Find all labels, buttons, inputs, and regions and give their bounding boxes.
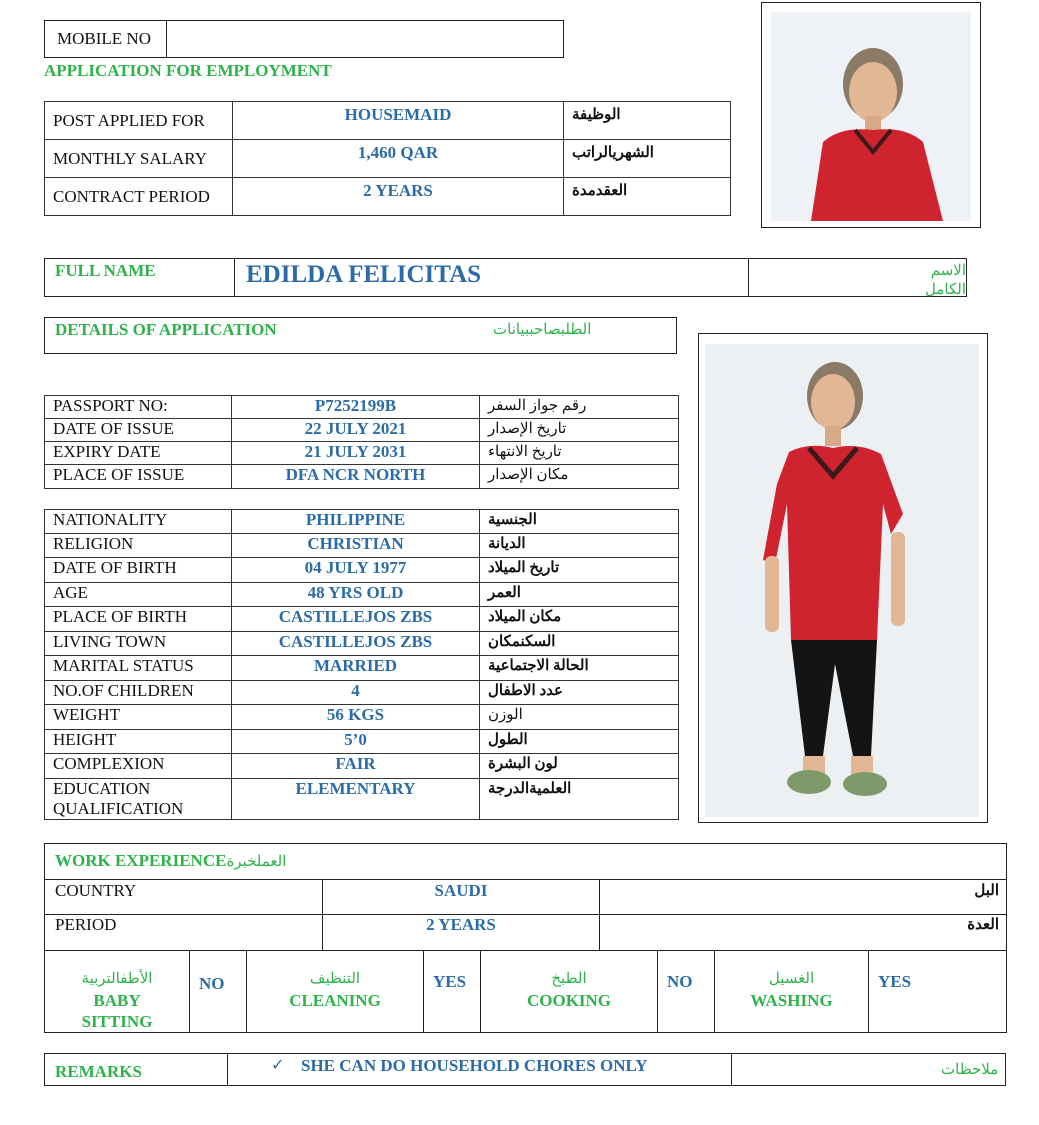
salary-arabic: الشهريالراتب bbox=[564, 140, 731, 178]
nationality-label: NATIONALITY bbox=[45, 510, 232, 534]
applicant-photo-small bbox=[771, 12, 971, 221]
table-row bbox=[45, 140, 731, 178]
post-arabic: الوظيفة bbox=[564, 102, 731, 140]
skill-baby-line1: BABY bbox=[93, 991, 141, 1010]
weight-value: 56 KGS bbox=[232, 705, 480, 730]
pob-value: CASTILLEJOS ZBS bbox=[232, 607, 480, 632]
details-box bbox=[44, 317, 677, 354]
country-label: COUNTRY bbox=[55, 881, 137, 900]
marital-arabic: الحالة الاجتماعية bbox=[480, 656, 679, 681]
table-row bbox=[45, 607, 679, 632]
details-arabic: الطلبصاحببيانات bbox=[493, 322, 592, 338]
remarks-box bbox=[44, 1053, 1006, 1086]
weight-label: WEIGHT bbox=[45, 705, 232, 730]
table-row bbox=[45, 534, 679, 558]
work-experience-box bbox=[44, 843, 1007, 951]
table-row bbox=[45, 510, 679, 534]
period-label: PERIOD bbox=[55, 915, 117, 934]
dob-label: DATE OF BIRTH bbox=[45, 558, 232, 583]
pob-arabic: مكان الميلاد bbox=[480, 607, 679, 632]
skill-baby-arabic: الأطفالتربية bbox=[81, 971, 153, 987]
passport-value: P7252199B bbox=[232, 396, 480, 419]
country-value: SAUDI bbox=[434, 881, 488, 900]
contract-value: 2 YEARS bbox=[233, 178, 564, 216]
skills-box bbox=[44, 950, 1007, 1033]
table-row bbox=[45, 558, 679, 583]
pob-label: PLACE OF BIRTH bbox=[45, 607, 232, 632]
skill-cleaning bbox=[247, 969, 423, 1011]
table-row bbox=[45, 779, 679, 820]
skill-baby-sitting bbox=[45, 969, 189, 1032]
skill-washing-arabic: الغسيل bbox=[768, 971, 815, 987]
religion-value: CHRISTIAN bbox=[232, 534, 480, 558]
full-name-value: EDILDA FELICITAS bbox=[246, 261, 482, 288]
children-label: NO.OF CHILDREN bbox=[45, 681, 232, 705]
complexion-arabic: لون البشرة bbox=[480, 754, 679, 779]
table-row bbox=[45, 705, 679, 730]
work-heading-arabic: العملخبرة bbox=[226, 854, 287, 870]
work-heading bbox=[55, 851, 286, 871]
living-town-value: CASTILLEJOS ZBS bbox=[232, 632, 480, 656]
height-label: HEIGHT bbox=[45, 730, 232, 754]
full-name-arabic: الاسم الكامل bbox=[925, 263, 966, 298]
table-row bbox=[45, 730, 679, 754]
skill-cleaning-line1: CLEANING bbox=[289, 991, 381, 1010]
expiry-value: 21 JULY 2031 bbox=[232, 442, 480, 465]
nationality-value: PHILIPPINE bbox=[232, 510, 480, 534]
place-issue-label: PLACE OF ISSUE bbox=[45, 465, 232, 489]
weight-arabic: الوزن bbox=[480, 705, 679, 730]
table-row bbox=[45, 681, 679, 705]
education-label bbox=[45, 779, 232, 820]
remarks-arabic: ملاحظات bbox=[941, 1062, 999, 1078]
period-value: 2 YEARS bbox=[426, 915, 496, 934]
remarks-value: SHE CAN DO HOUSEHOLD CHORES ONLY bbox=[301, 1056, 648, 1075]
education-label-line1: EDUCATION bbox=[53, 779, 151, 798]
passport-arabic: رقم جواز السفر bbox=[480, 396, 679, 419]
passport-table bbox=[44, 395, 679, 489]
page-heading: APPLICATION FOR EMPLOYMENT bbox=[44, 61, 332, 80]
skill-cooking bbox=[481, 969, 657, 1011]
job-table bbox=[44, 101, 731, 216]
skill-cooking-arabic: الطبخ bbox=[551, 971, 587, 987]
expiry-arabic: تاريخ الانتهاء bbox=[480, 442, 679, 465]
table-row bbox=[45, 396, 679, 419]
complexion-value: FAIR bbox=[232, 754, 480, 779]
table-row bbox=[45, 442, 679, 465]
personal-table bbox=[44, 509, 679, 820]
contract-arabic: العقدمدة bbox=[564, 178, 731, 216]
marital-value: MARRIED bbox=[232, 656, 480, 681]
children-value: 4 bbox=[232, 681, 480, 705]
height-arabic: الطول bbox=[480, 730, 679, 754]
children-arabic: عدد الاطفال bbox=[480, 681, 679, 705]
post-label: POST APPLIED FOR bbox=[45, 102, 233, 140]
education-arabic: العلميةالدرجة bbox=[480, 779, 679, 820]
age-arabic: العمر bbox=[480, 583, 679, 607]
remarks-label: REMARKS bbox=[55, 1062, 142, 1081]
photo-frame-large bbox=[698, 333, 988, 823]
age-label: AGE bbox=[45, 583, 232, 607]
table-row bbox=[45, 656, 679, 681]
table-row bbox=[45, 583, 679, 607]
expiry-label: EXPIRY DATE bbox=[45, 442, 232, 465]
issue-value: 22 JULY 2021 bbox=[232, 419, 480, 442]
skill-washing bbox=[715, 969, 868, 1011]
age-value: 48 YRS OLD bbox=[232, 583, 480, 607]
skill-cleaning-arabic: التنظيف bbox=[309, 971, 361, 987]
work-heading-label: WORK EXPERIENCE bbox=[55, 851, 227, 870]
height-value: 5’0 bbox=[232, 730, 480, 754]
skill-baby-line2: SITTING bbox=[81, 1012, 153, 1031]
skill-cooking-line1: COOKING bbox=[526, 991, 612, 1010]
issue-arabic: تاريخ الإصدار bbox=[480, 419, 679, 442]
complexion-label: COMPLEXION bbox=[45, 754, 232, 779]
living-town-label: LIVING TOWN bbox=[45, 632, 232, 656]
post-value: HOUSEMAID bbox=[233, 102, 564, 140]
marital-label: MARITAL STATUS bbox=[45, 656, 232, 681]
skill-cleaning-answer: YES bbox=[433, 972, 467, 991]
mobile-label: MOBILE NO bbox=[57, 29, 151, 48]
table-row bbox=[45, 178, 731, 216]
issue-label: DATE OF ISSUE bbox=[45, 419, 232, 442]
salary-value: 1,460 QAR bbox=[233, 140, 564, 178]
table-row bbox=[45, 419, 679, 442]
nationality-arabic: الجنسية bbox=[480, 510, 679, 534]
religion-label: RELIGION bbox=[45, 534, 232, 558]
dob-value: 04 JULY 1977 bbox=[232, 558, 480, 583]
photo-frame-small bbox=[761, 2, 981, 228]
applicant-photo-large bbox=[705, 344, 979, 817]
skill-cooking-answer: NO bbox=[667, 972, 693, 991]
contract-label: CONTRACT PERIOD bbox=[45, 178, 233, 216]
full-name-label: FULL NAME bbox=[55, 261, 156, 280]
table-row bbox=[45, 465, 679, 489]
skill-washing-answer: YES bbox=[878, 972, 912, 991]
religion-arabic: الديانة bbox=[480, 534, 679, 558]
table-row bbox=[45, 632, 679, 656]
check-icon: ✓ bbox=[271, 1055, 285, 1074]
details-label: DETAILS OF APPLICATION bbox=[55, 320, 277, 339]
table-row bbox=[45, 102, 731, 140]
salary-label: MONTHLY SALARY bbox=[45, 140, 233, 178]
place-issue-value: DFA NCR NORTH bbox=[232, 465, 480, 489]
country-arabic: البل bbox=[974, 883, 999, 899]
mobile-box bbox=[44, 20, 564, 58]
education-label-line2: QUALIFICATION bbox=[53, 799, 184, 818]
dob-arabic: تاريخ الميلاد bbox=[480, 558, 679, 583]
full-name-box bbox=[44, 258, 967, 297]
skill-washing-line1: WASHING bbox=[750, 991, 833, 1010]
skill-baby-answer: NO bbox=[199, 974, 225, 993]
education-value: ELEMENTARY bbox=[232, 779, 480, 820]
period-arabic: العدة bbox=[967, 917, 999, 933]
place-issue-arabic: مكان الإصدار bbox=[480, 465, 679, 489]
living-town-arabic: السكنمكان bbox=[480, 632, 679, 656]
table-row bbox=[45, 754, 679, 779]
passport-label: PASSPORT NO: bbox=[45, 396, 232, 419]
